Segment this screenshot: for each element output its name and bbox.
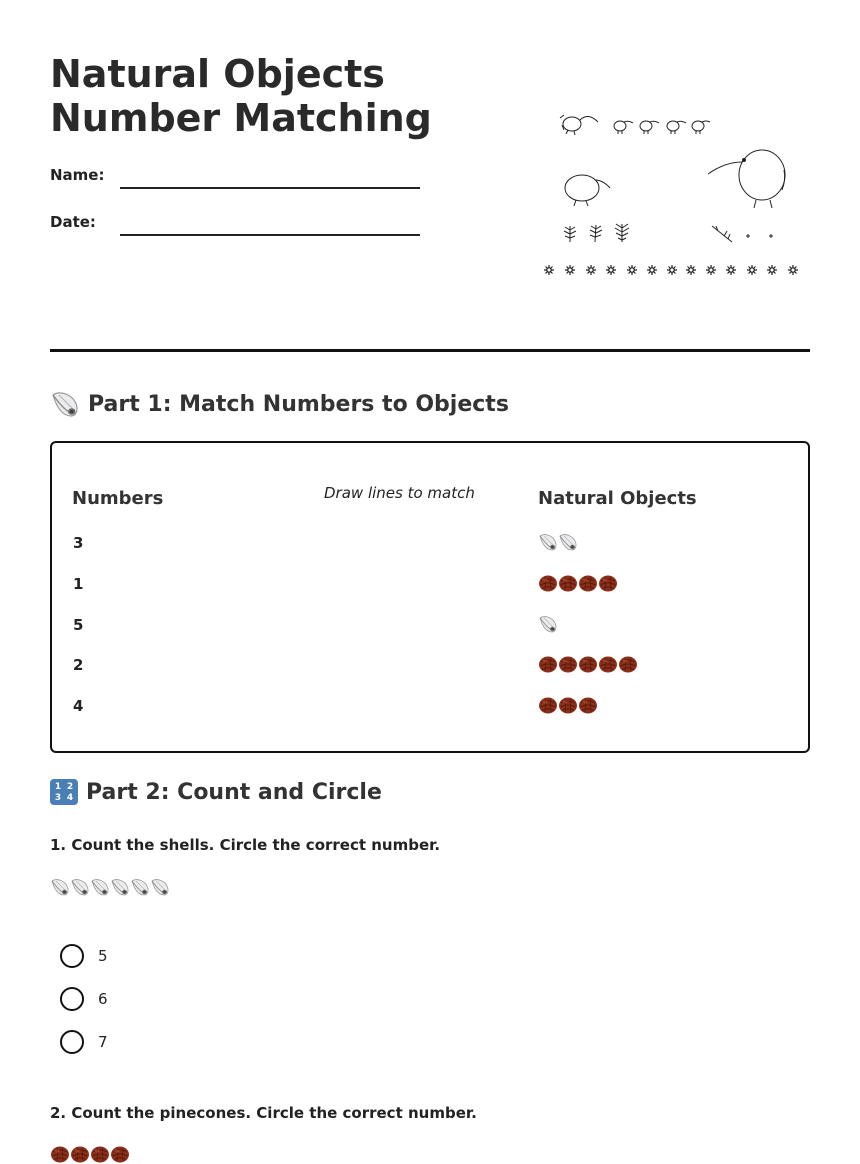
- object-group[interactable]: [538, 695, 598, 715]
- shell-icon: [558, 532, 578, 552]
- star-icon: [769, 234, 773, 238]
- date-line[interactable]: [120, 234, 420, 236]
- shell-icon: [50, 877, 70, 897]
- number-item[interactable]: 3: [73, 534, 84, 552]
- shell-icon: [70, 877, 90, 897]
- pinecone-icon: [70, 1144, 90, 1164]
- pinecone-icon: [558, 573, 578, 593]
- star-icon: [746, 234, 750, 238]
- twig-icon: [712, 226, 732, 242]
- object-group[interactable]: [538, 654, 638, 674]
- star-row: [544, 265, 798, 275]
- date-label: Date:: [50, 213, 96, 231]
- kiwi-clipart: [540, 100, 810, 290]
- part1-heading: [50, 389, 509, 419]
- worksheet-title: Natural Objects Number Matching: [50, 52, 432, 140]
- shell-icon: [538, 614, 558, 634]
- pinecone-icon: [558, 695, 578, 715]
- pinecone-icon: [598, 654, 618, 674]
- circle-option[interactable]: [60, 987, 84, 1011]
- matching-box: [50, 441, 810, 753]
- part2-heading: [50, 779, 382, 805]
- circle-option[interactable]: [60, 944, 84, 968]
- question-2-objects: [50, 1144, 130, 1164]
- option-label: 6: [98, 990, 108, 1008]
- pinecone-icon: [110, 1144, 130, 1164]
- answer-option[interactable]: [60, 1030, 108, 1054]
- name-line[interactable]: [120, 187, 420, 189]
- option-label: 5: [98, 947, 108, 965]
- question-1-objects: [50, 877, 170, 897]
- fern-icon: [590, 225, 602, 242]
- part2-heading-text: Part 2: Count and Circle: [86, 779, 382, 805]
- name-label: Name:: [50, 166, 105, 184]
- kiwi-icon: [565, 175, 610, 206]
- pinecone-icon: [538, 573, 558, 593]
- pinecone-icon: [90, 1144, 110, 1164]
- section-divider: [50, 349, 810, 352]
- circle-option[interactable]: [60, 1030, 84, 1054]
- pinecone-icon: [578, 695, 598, 715]
- object-group[interactable]: [538, 614, 558, 634]
- number-item[interactable]: 5: [73, 616, 84, 634]
- pinecone-icon: [618, 654, 638, 674]
- object-group[interactable]: [538, 532, 578, 552]
- object-group[interactable]: [538, 573, 618, 593]
- pinecone-icon: [598, 573, 618, 593]
- shell-icon: [150, 877, 170, 897]
- shell-icon: [130, 877, 150, 897]
- question-2-text: 2. Count the pinecones. Circle the correct number.: [50, 1104, 477, 1122]
- pinecone-icon: [558, 654, 578, 674]
- fern-icon: [564, 226, 576, 242]
- kiwi-icon: [667, 121, 686, 134]
- answer-option[interactable]: [60, 987, 108, 1011]
- kiwi-icon: [692, 121, 710, 134]
- shell-icon: [90, 877, 110, 897]
- answer-option[interactable]: [60, 944, 108, 968]
- number-item[interactable]: 4: [73, 697, 84, 715]
- numbers-header: Numbers: [72, 488, 164, 509]
- numbers-1234-icon: 1 2 3 4: [50, 779, 78, 805]
- kiwi-icon: [708, 150, 785, 208]
- pinecone-icon: [578, 573, 598, 593]
- kiwi-icon: [640, 121, 659, 134]
- shell-icon: [538, 532, 558, 552]
- pinecone-icon: [578, 654, 598, 674]
- kiwi-icon: [560, 115, 598, 135]
- number-item[interactable]: 1: [73, 575, 84, 593]
- question-1-text: 1. Count the shells. Circle the correct number.: [50, 836, 441, 854]
- shell-icon: [110, 877, 130, 897]
- kiwi-icon: [614, 121, 633, 134]
- pinecone-icon: [538, 695, 558, 715]
- match-instruction: Draw lines to match: [324, 484, 475, 502]
- option-label: 7: [98, 1033, 108, 1051]
- number-item[interactable]: 2: [73, 656, 84, 674]
- objects-header: Natural Objects: [538, 488, 697, 509]
- shell-icon: [50, 389, 80, 419]
- fern-icon: [615, 224, 629, 242]
- pinecone-icon: [538, 654, 558, 674]
- part1-heading-text: Part 1: Match Numbers to Objects: [88, 391, 509, 417]
- pinecone-icon: [50, 1144, 70, 1164]
